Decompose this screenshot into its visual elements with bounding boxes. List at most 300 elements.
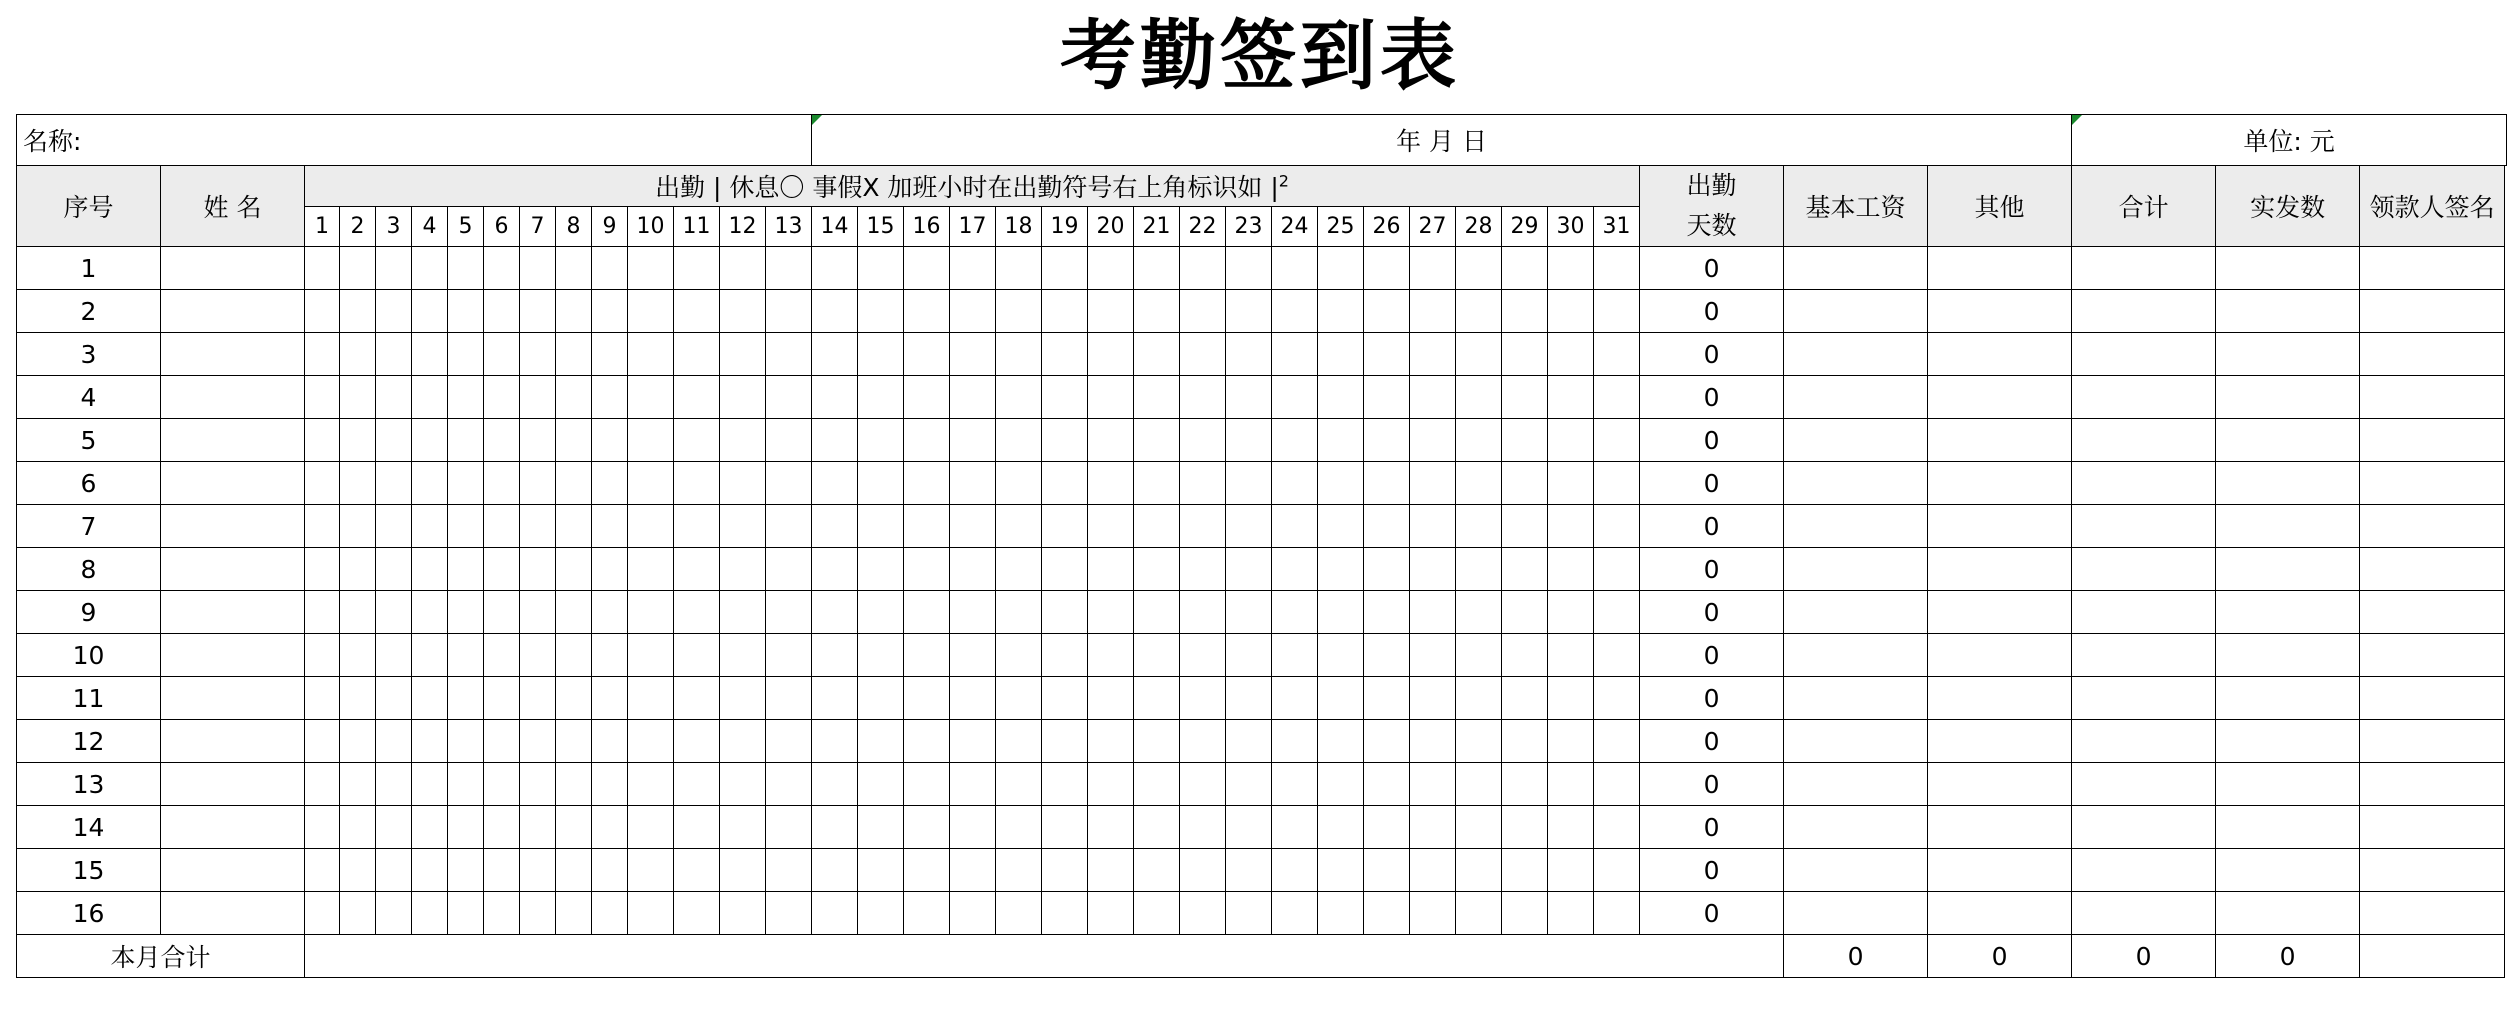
- attendance-cell[interactable]: [904, 247, 950, 290]
- attendance-cell[interactable]: [674, 419, 720, 462]
- attendance-cell[interactable]: [448, 763, 484, 806]
- attendance-cell[interactable]: [996, 419, 1042, 462]
- attendance-cell[interactable]: [1134, 892, 1180, 935]
- attendance-cell[interactable]: [858, 333, 904, 376]
- attendance-cell[interactable]: [1594, 419, 1640, 462]
- attendance-cell[interactable]: [484, 849, 520, 892]
- attendance-cell[interactable]: [1410, 462, 1456, 505]
- attendance-cell[interactable]: [592, 333, 628, 376]
- attendance-cell[interactable]: [1502, 247, 1548, 290]
- attendance-cell[interactable]: [812, 376, 858, 419]
- attendance-cell[interactable]: [1594, 333, 1640, 376]
- attendance-cell[interactable]: [484, 720, 520, 763]
- attendance-cell[interactable]: [1456, 247, 1502, 290]
- attendance-cell[interactable]: [1548, 634, 1594, 677]
- attendance-cell[interactable]: [1456, 763, 1502, 806]
- unit-field-cell[interactable]: [2072, 115, 2507, 166]
- attendance-cell[interactable]: [1548, 247, 1594, 290]
- attendance-cell[interactable]: [904, 763, 950, 806]
- attendance-cell[interactable]: [520, 376, 556, 419]
- attendance-cell[interactable]: [904, 892, 950, 935]
- net-pay-cell[interactable]: [2216, 806, 2360, 849]
- base-salary-cell[interactable]: [1784, 849, 1928, 892]
- attendance-cell[interactable]: [1180, 806, 1226, 849]
- attendance-cell[interactable]: [1272, 290, 1318, 333]
- attendance-cell[interactable]: [766, 763, 812, 806]
- attendance-cell[interactable]: [1548, 462, 1594, 505]
- attendance-cell[interactable]: [484, 548, 520, 591]
- attendance-cell[interactable]: [1088, 849, 1134, 892]
- attendance-cell[interactable]: [412, 806, 448, 849]
- attendance-cell[interactable]: [1134, 849, 1180, 892]
- attendance-cell[interactable]: [950, 247, 996, 290]
- attendance-cell[interactable]: [1502, 677, 1548, 720]
- attendance-cell[interactable]: [1180, 548, 1226, 591]
- attendance-cell[interactable]: [340, 634, 376, 677]
- total-cell[interactable]: [2072, 333, 2216, 376]
- attendance-cell[interactable]: [766, 720, 812, 763]
- attendance-cell[interactable]: [950, 376, 996, 419]
- attendance-cell[interactable]: [376, 548, 412, 591]
- attendance-cell[interactable]: [1456, 806, 1502, 849]
- attendance-cell[interactable]: [720, 376, 766, 419]
- attendance-cell[interactable]: [340, 505, 376, 548]
- attendance-cell[interactable]: [1042, 333, 1088, 376]
- attendance-cell[interactable]: [1410, 247, 1456, 290]
- attendance-cell[interactable]: [1272, 462, 1318, 505]
- attendance-cell[interactable]: [766, 548, 812, 591]
- attendance-cell[interactable]: [484, 634, 520, 677]
- attendance-cell[interactable]: [592, 763, 628, 806]
- attendance-cell[interactable]: [858, 462, 904, 505]
- attendance-cell[interactable]: [412, 333, 448, 376]
- attendance-cell[interactable]: [858, 505, 904, 548]
- net-pay-cell[interactable]: [2216, 591, 2360, 634]
- attendance-cell[interactable]: [1272, 376, 1318, 419]
- attendance-cell[interactable]: [556, 419, 592, 462]
- net-pay-cell[interactable]: [2216, 376, 2360, 419]
- attendance-cell[interactable]: [448, 548, 484, 591]
- attendance-cell[interactable]: [766, 376, 812, 419]
- net-pay-cell[interactable]: [2216, 720, 2360, 763]
- attendance-cell[interactable]: [1502, 505, 1548, 548]
- net-pay-cell[interactable]: [2216, 247, 2360, 290]
- attendance-cell[interactable]: [996, 849, 1042, 892]
- attendance-cell[interactable]: [1226, 806, 1272, 849]
- attendance-cell[interactable]: [628, 634, 674, 677]
- attendance-cell[interactable]: [720, 548, 766, 591]
- attendance-cell[interactable]: [376, 376, 412, 419]
- net-pay-cell[interactable]: [2216, 763, 2360, 806]
- signature-cell[interactable]: [2360, 634, 2505, 677]
- attendance-cell[interactable]: [1456, 548, 1502, 591]
- attendance-cell[interactable]: [996, 763, 1042, 806]
- attendance-cell[interactable]: [305, 376, 340, 419]
- attendance-cell[interactable]: [448, 505, 484, 548]
- attendance-cell[interactable]: [1548, 419, 1594, 462]
- other-cell[interactable]: [1928, 720, 2072, 763]
- attendance-cell[interactable]: [1134, 376, 1180, 419]
- other-cell[interactable]: [1928, 849, 2072, 892]
- attendance-cell[interactable]: [1088, 333, 1134, 376]
- total-cell[interactable]: [2072, 247, 2216, 290]
- attendance-cell[interactable]: [1548, 376, 1594, 419]
- attendance-cell[interactable]: [1364, 720, 1410, 763]
- attendance-cell[interactable]: [1594, 462, 1640, 505]
- attendance-cell[interactable]: [812, 720, 858, 763]
- attendance-cell[interactable]: [904, 376, 950, 419]
- attendance-cell[interactable]: [592, 892, 628, 935]
- attendance-cell[interactable]: [340, 763, 376, 806]
- attendance-cell[interactable]: [412, 548, 448, 591]
- attendance-cell[interactable]: [858, 720, 904, 763]
- attendance-cell[interactable]: [520, 720, 556, 763]
- attendance-cell[interactable]: [1180, 247, 1226, 290]
- base-salary-cell[interactable]: [1784, 634, 1928, 677]
- attendance-cell[interactable]: [1134, 419, 1180, 462]
- attendance-cell[interactable]: [1364, 505, 1410, 548]
- attendance-cell[interactable]: [1272, 763, 1318, 806]
- attendance-cell[interactable]: [1548, 806, 1594, 849]
- attendance-cell[interactable]: [592, 849, 628, 892]
- attendance-cell[interactable]: [412, 677, 448, 720]
- attendance-cell[interactable]: [1456, 720, 1502, 763]
- attendance-cell[interactable]: [674, 591, 720, 634]
- attendance-cell[interactable]: [484, 892, 520, 935]
- attendance-cell[interactable]: [720, 849, 766, 892]
- attendance-cell[interactable]: [376, 591, 412, 634]
- attendance-cell[interactable]: [556, 333, 592, 376]
- attendance-cell[interactable]: [674, 677, 720, 720]
- attendance-cell[interactable]: [592, 548, 628, 591]
- attendance-cell[interactable]: [484, 419, 520, 462]
- attendance-cell[interactable]: [340, 419, 376, 462]
- attendance-cell[interactable]: [1410, 419, 1456, 462]
- attendance-cell[interactable]: [1226, 290, 1272, 333]
- attendance-cell[interactable]: [1502, 548, 1548, 591]
- signature-cell[interactable]: [2360, 505, 2505, 548]
- attendance-cell[interactable]: [766, 290, 812, 333]
- attendance-cell[interactable]: [556, 720, 592, 763]
- base-salary-cell[interactable]: [1784, 548, 1928, 591]
- attendance-cell[interactable]: [766, 806, 812, 849]
- attendance-cell[interactable]: [1226, 462, 1272, 505]
- attendance-cell[interactable]: [628, 548, 674, 591]
- attendance-cell[interactable]: [1180, 892, 1226, 935]
- attendance-cell[interactable]: [412, 763, 448, 806]
- attendance-cell[interactable]: [448, 849, 484, 892]
- attendance-cell[interactable]: [1042, 419, 1088, 462]
- attendance-cell[interactable]: [1226, 591, 1272, 634]
- attendance-cell[interactable]: [1088, 376, 1134, 419]
- attendance-cell[interactable]: [592, 677, 628, 720]
- attendance-cell[interactable]: [674, 806, 720, 849]
- attendance-cell[interactable]: [448, 806, 484, 849]
- attendance-cell[interactable]: [1410, 720, 1456, 763]
- total-cell[interactable]: [2072, 462, 2216, 505]
- attendance-cell[interactable]: [1364, 333, 1410, 376]
- attendance-cell[interactable]: [1364, 591, 1410, 634]
- attendance-cell[interactable]: [1134, 634, 1180, 677]
- attendance-cell[interactable]: [1088, 462, 1134, 505]
- attendance-cell[interactable]: [1594, 290, 1640, 333]
- attendance-cell[interactable]: [812, 892, 858, 935]
- attendance-cell[interactable]: [1134, 677, 1180, 720]
- other-cell[interactable]: [1928, 763, 2072, 806]
- attendance-cell[interactable]: [1318, 462, 1364, 505]
- attendance-cell[interactable]: [1088, 505, 1134, 548]
- attendance-cell[interactable]: [858, 591, 904, 634]
- base-salary-cell[interactable]: [1784, 419, 1928, 462]
- attendance-cell[interactable]: [812, 806, 858, 849]
- attendance-cell[interactable]: [305, 548, 340, 591]
- attendance-cell[interactable]: [1226, 333, 1272, 376]
- attendance-cell[interactable]: [1502, 763, 1548, 806]
- net-pay-cell[interactable]: [2216, 677, 2360, 720]
- attendance-cell[interactable]: [1318, 677, 1364, 720]
- attendance-cell[interactable]: [1594, 591, 1640, 634]
- attendance-cell[interactable]: [950, 419, 996, 462]
- employee-name-cell[interactable]: [161, 462, 305, 505]
- attendance-cell[interactable]: [520, 290, 556, 333]
- attendance-cell[interactable]: [628, 806, 674, 849]
- attendance-cell[interactable]: [448, 376, 484, 419]
- attendance-cell[interactable]: [766, 892, 812, 935]
- attendance-cell[interactable]: [1502, 290, 1548, 333]
- attendance-cell[interactable]: [520, 634, 556, 677]
- attendance-cell[interactable]: [904, 806, 950, 849]
- attendance-cell[interactable]: [1594, 548, 1640, 591]
- attendance-cell[interactable]: [1410, 849, 1456, 892]
- attendance-cell[interactable]: [858, 892, 904, 935]
- attendance-cell[interactable]: [1088, 591, 1134, 634]
- attendance-cell[interactable]: [858, 247, 904, 290]
- attendance-cell[interactable]: [376, 849, 412, 892]
- base-salary-cell[interactable]: [1784, 720, 1928, 763]
- attendance-cell[interactable]: [1410, 548, 1456, 591]
- total-cell[interactable]: [2072, 376, 2216, 419]
- attendance-cell[interactable]: [1180, 591, 1226, 634]
- attendance-cell[interactable]: [340, 591, 376, 634]
- net-pay-cell[interactable]: [2216, 333, 2360, 376]
- attendance-cell[interactable]: [1318, 419, 1364, 462]
- attendance-cell[interactable]: [628, 591, 674, 634]
- other-cell[interactable]: [1928, 548, 2072, 591]
- attendance-cell[interactable]: [1042, 634, 1088, 677]
- attendance-cell[interactable]: [1548, 505, 1594, 548]
- attendance-cell[interactable]: [950, 806, 996, 849]
- attendance-cell[interactable]: [1226, 548, 1272, 591]
- attendance-cell[interactable]: [1180, 763, 1226, 806]
- attendance-cell[interactable]: [1088, 247, 1134, 290]
- attendance-cell[interactable]: [996, 892, 1042, 935]
- attendance-cell[interactable]: [1456, 462, 1502, 505]
- attendance-cell[interactable]: [305, 419, 340, 462]
- attendance-cell[interactable]: [1318, 333, 1364, 376]
- attendance-cell[interactable]: [720, 333, 766, 376]
- base-salary-cell[interactable]: [1784, 806, 1928, 849]
- other-cell[interactable]: [1928, 634, 2072, 677]
- employee-name-cell[interactable]: [161, 806, 305, 849]
- attendance-cell[interactable]: [628, 462, 674, 505]
- attendance-cell[interactable]: [996, 462, 1042, 505]
- attendance-cell[interactable]: [556, 376, 592, 419]
- attendance-cell[interactable]: [305, 634, 340, 677]
- attendance-cell[interactable]: [720, 419, 766, 462]
- attendance-cell[interactable]: [1272, 333, 1318, 376]
- attendance-cell[interactable]: [1364, 677, 1410, 720]
- attendance-cell[interactable]: [340, 247, 376, 290]
- attendance-cell[interactable]: [412, 591, 448, 634]
- attendance-cell[interactable]: [412, 462, 448, 505]
- attendance-cell[interactable]: [1410, 892, 1456, 935]
- attendance-cell[interactable]: [1088, 634, 1134, 677]
- attendance-cell[interactable]: [520, 591, 556, 634]
- attendance-cell[interactable]: [1594, 376, 1640, 419]
- attendance-cell[interactable]: [812, 634, 858, 677]
- attendance-cell[interactable]: [1364, 806, 1410, 849]
- attendance-cell[interactable]: [1364, 462, 1410, 505]
- attendance-cell[interactable]: [720, 634, 766, 677]
- attendance-cell[interactable]: [1180, 634, 1226, 677]
- attendance-cell[interactable]: [904, 591, 950, 634]
- attendance-cell[interactable]: [1410, 806, 1456, 849]
- attendance-cell[interactable]: [1272, 849, 1318, 892]
- attendance-cell[interactable]: [1502, 720, 1548, 763]
- attendance-cell[interactable]: [766, 419, 812, 462]
- attendance-cell[interactable]: [305, 763, 340, 806]
- attendance-cell[interactable]: [412, 376, 448, 419]
- base-salary-cell[interactable]: [1784, 290, 1928, 333]
- attendance-cell[interactable]: [904, 720, 950, 763]
- attendance-cell[interactable]: [1502, 806, 1548, 849]
- attendance-cell[interactable]: [556, 806, 592, 849]
- attendance-cell[interactable]: [674, 247, 720, 290]
- attendance-cell[interactable]: [812, 591, 858, 634]
- attendance-cell[interactable]: [1594, 634, 1640, 677]
- attendance-cell[interactable]: [950, 763, 996, 806]
- attendance-cell[interactable]: [448, 677, 484, 720]
- other-cell[interactable]: [1928, 376, 2072, 419]
- attendance-cell[interactable]: [674, 763, 720, 806]
- attendance-cell[interactable]: [556, 677, 592, 720]
- monthly-total-attendance-cell[interactable]: [305, 935, 1784, 978]
- attendance-cell[interactable]: [950, 849, 996, 892]
- attendance-cell[interactable]: [1042, 505, 1088, 548]
- attendance-cell[interactable]: [340, 849, 376, 892]
- attendance-cell[interactable]: [305, 247, 340, 290]
- attendance-cell[interactable]: [1456, 419, 1502, 462]
- attendance-cell[interactable]: [996, 806, 1042, 849]
- attendance-cell[interactable]: [858, 419, 904, 462]
- base-salary-cell[interactable]: [1784, 333, 1928, 376]
- attendance-cell[interactable]: [1272, 548, 1318, 591]
- attendance-cell[interactable]: [520, 892, 556, 935]
- attendance-cell[interactable]: [996, 720, 1042, 763]
- attendance-cell[interactable]: [812, 505, 858, 548]
- attendance-cell[interactable]: [1548, 548, 1594, 591]
- attendance-cell[interactable]: [592, 806, 628, 849]
- attendance-cell[interactable]: [448, 892, 484, 935]
- attendance-cell[interactable]: [1502, 462, 1548, 505]
- attendance-cell[interactable]: [1410, 634, 1456, 677]
- other-cell[interactable]: [1928, 892, 2072, 935]
- attendance-cell[interactable]: [1180, 333, 1226, 376]
- attendance-cell[interactable]: [858, 763, 904, 806]
- attendance-cell[interactable]: [674, 333, 720, 376]
- attendance-cell[interactable]: [1502, 591, 1548, 634]
- employee-name-cell[interactable]: [161, 591, 305, 634]
- attendance-cell[interactable]: [996, 634, 1042, 677]
- net-pay-cell[interactable]: [2216, 892, 2360, 935]
- attendance-cell[interactable]: [1502, 892, 1548, 935]
- signature-cell[interactable]: [2360, 247, 2505, 290]
- base-salary-cell[interactable]: [1784, 591, 1928, 634]
- attendance-cell[interactable]: [1042, 677, 1088, 720]
- attendance-cell[interactable]: [628, 290, 674, 333]
- other-cell[interactable]: [1928, 419, 2072, 462]
- attendance-cell[interactable]: [904, 333, 950, 376]
- attendance-cell[interactable]: [720, 677, 766, 720]
- attendance-cell[interactable]: [628, 419, 674, 462]
- attendance-cell[interactable]: [674, 505, 720, 548]
- attendance-cell[interactable]: [448, 634, 484, 677]
- name-field-cell[interactable]: [17, 115, 812, 166]
- attendance-cell[interactable]: [812, 763, 858, 806]
- attendance-cell[interactable]: [1180, 720, 1226, 763]
- employee-name-cell[interactable]: [161, 763, 305, 806]
- attendance-cell[interactable]: [1042, 806, 1088, 849]
- attendance-cell[interactable]: [448, 462, 484, 505]
- attendance-cell[interactable]: [628, 763, 674, 806]
- attendance-cell[interactable]: [1226, 247, 1272, 290]
- attendance-cell[interactable]: [592, 419, 628, 462]
- attendance-cell[interactable]: [592, 591, 628, 634]
- attendance-cell[interactable]: [1226, 677, 1272, 720]
- attendance-cell[interactable]: [1180, 290, 1226, 333]
- attendance-cell[interactable]: [1318, 376, 1364, 419]
- employee-name-cell[interactable]: [161, 290, 305, 333]
- signature-cell[interactable]: [2360, 333, 2505, 376]
- attendance-cell[interactable]: [376, 505, 412, 548]
- attendance-cell[interactable]: [305, 290, 340, 333]
- attendance-cell[interactable]: [520, 462, 556, 505]
- attendance-cell[interactable]: [340, 462, 376, 505]
- attendance-cell[interactable]: [376, 677, 412, 720]
- attendance-cell[interactable]: [1088, 763, 1134, 806]
- attendance-cell[interactable]: [1042, 247, 1088, 290]
- attendance-cell[interactable]: [484, 376, 520, 419]
- attendance-cell[interactable]: [484, 806, 520, 849]
- attendance-cell[interactable]: [376, 720, 412, 763]
- attendance-cell[interactable]: [1364, 376, 1410, 419]
- attendance-cell[interactable]: [1410, 677, 1456, 720]
- total-cell[interactable]: [2072, 720, 2216, 763]
- attendance-cell[interactable]: [1226, 849, 1272, 892]
- attendance-cell[interactable]: [1548, 333, 1594, 376]
- attendance-cell[interactable]: [996, 548, 1042, 591]
- attendance-cell[interactable]: [376, 247, 412, 290]
- attendance-cell[interactable]: [520, 247, 556, 290]
- attendance-cell[interactable]: [1318, 290, 1364, 333]
- attendance-cell[interactable]: [1088, 290, 1134, 333]
- attendance-cell[interactable]: [592, 247, 628, 290]
- attendance-cell[interactable]: [766, 505, 812, 548]
- signature-cell[interactable]: [2360, 419, 2505, 462]
- attendance-cell[interactable]: [720, 591, 766, 634]
- base-salary-cell[interactable]: [1784, 247, 1928, 290]
- attendance-cell[interactable]: [904, 849, 950, 892]
